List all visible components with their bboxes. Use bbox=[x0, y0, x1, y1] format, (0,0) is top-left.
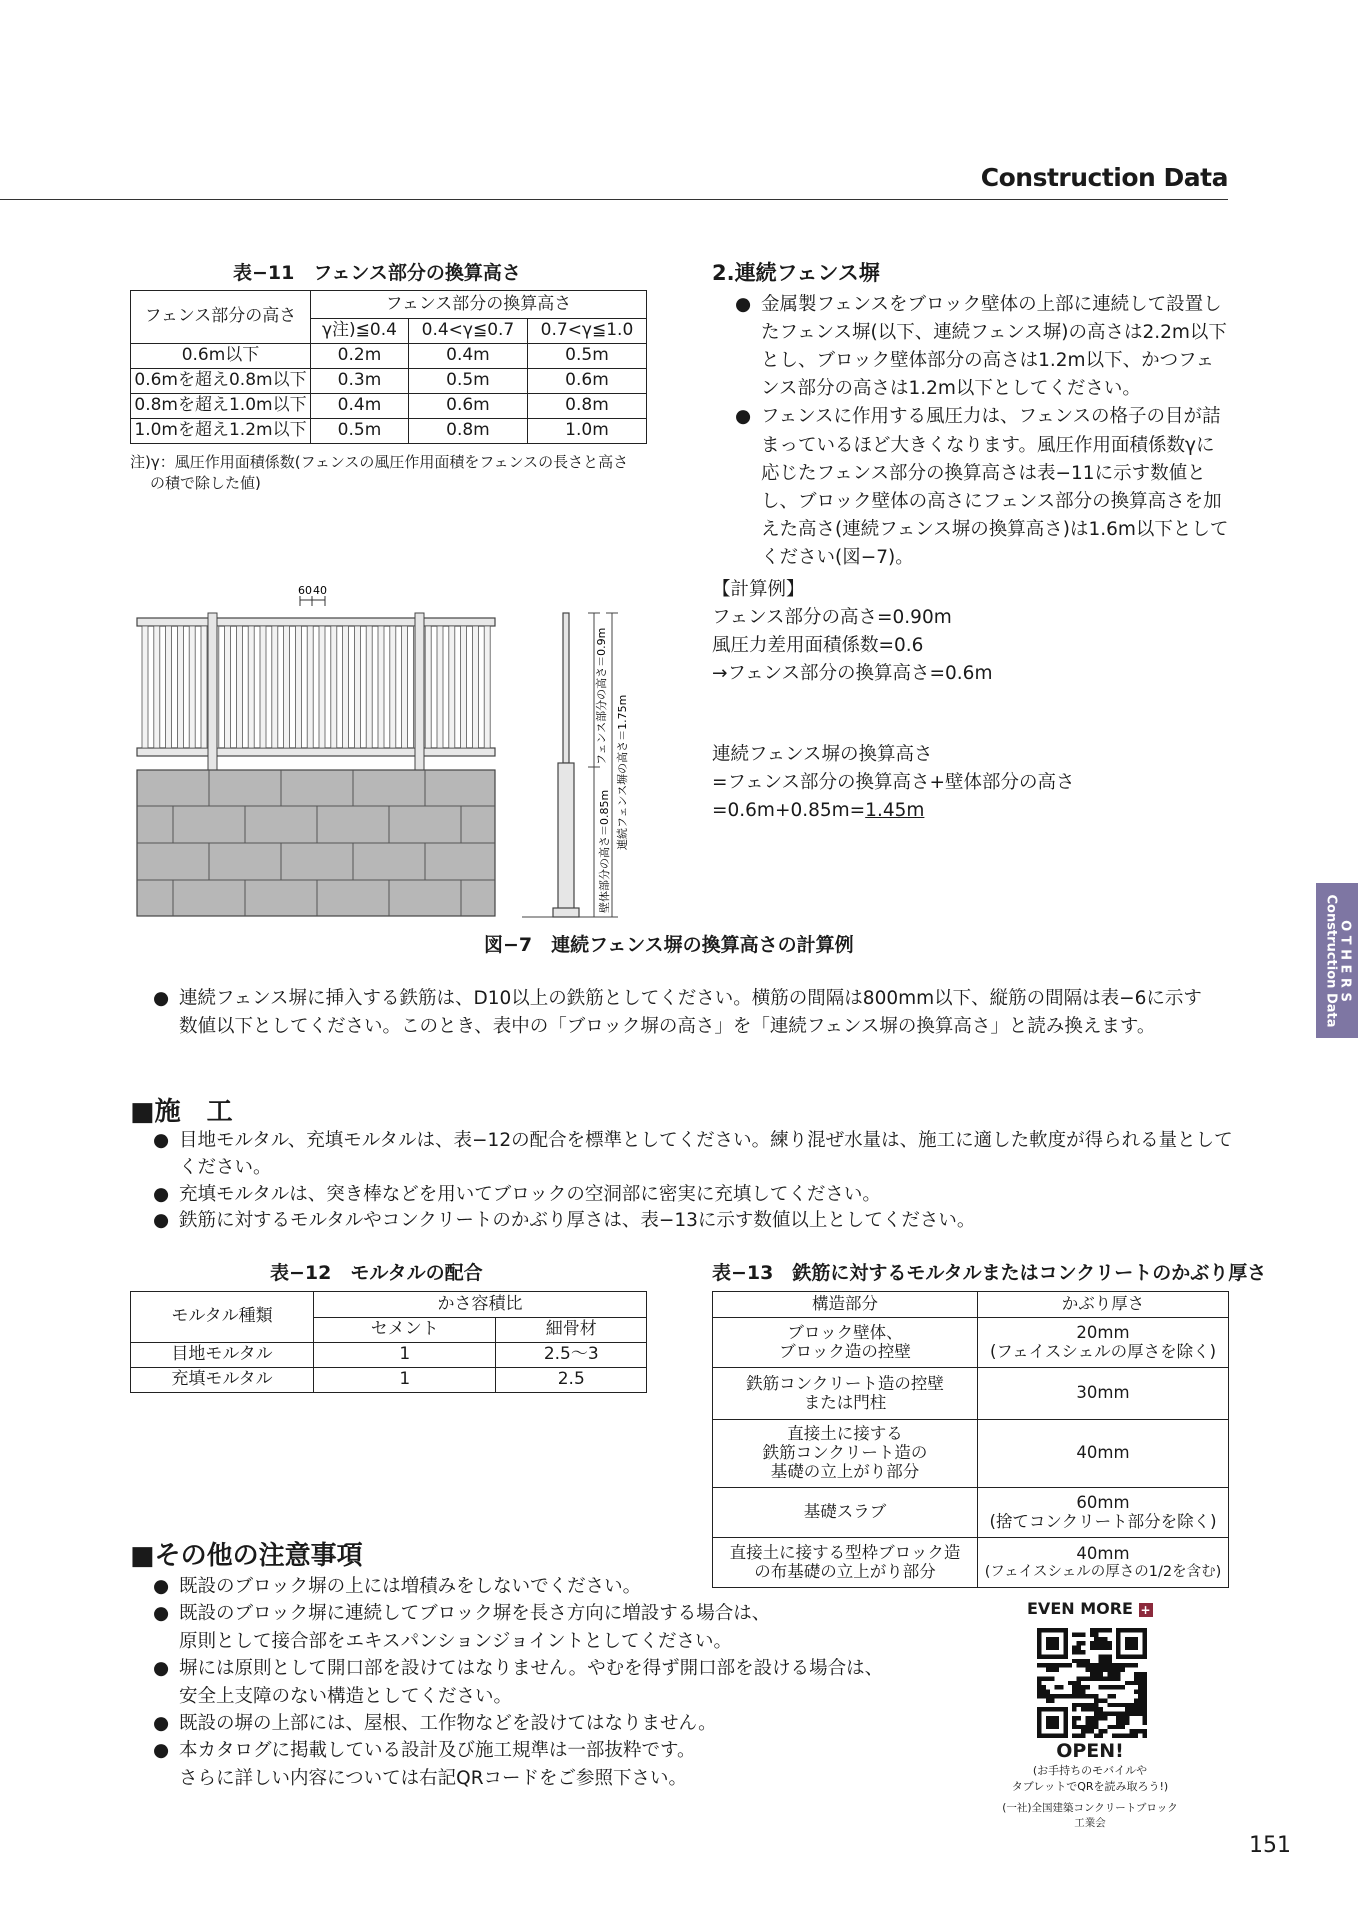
table13-caption: 表−13 鉄筋に対するモルタルまたはコンクリートのかぶり厚さ bbox=[712, 1262, 1267, 1284]
figure7-drawing bbox=[130, 580, 660, 925]
fig-fence-height-label: フェンス部分の高さ＝0.9m bbox=[595, 627, 608, 765]
calc-line: =フェンス部分の換算高さ+壁体部分の高さ bbox=[712, 772, 1075, 794]
table-cell: 40mm (フェイスシェルの厚さの1/2を含む) bbox=[978, 1538, 1229, 1588]
table-cell: 0.8m bbox=[408, 419, 527, 444]
fence-picket bbox=[307, 626, 313, 748]
table-cell: 直接土に接する 鉄筋コンクリート造の 基礎の立上がり部分 bbox=[713, 1420, 978, 1488]
table11-sub-header: 0.7<γ≦1.0 bbox=[527, 319, 646, 344]
rebar-note bbox=[153, 985, 1238, 1041]
fence-picket bbox=[343, 626, 349, 748]
fence-picket bbox=[154, 626, 160, 748]
table11-note bbox=[130, 452, 660, 494]
open-label: OPEN! bbox=[1056, 1740, 1124, 1762]
table12-sub-header: 細骨材 bbox=[496, 1318, 647, 1343]
fence-picket bbox=[354, 626, 360, 748]
table-cell: 0.3m bbox=[311, 369, 409, 394]
table-row bbox=[131, 1343, 647, 1368]
table-cell: 0.5m bbox=[311, 419, 409, 444]
side-tab-others[interactable] bbox=[1316, 883, 1358, 1038]
table-cell: 基礎スラブ bbox=[713, 1488, 978, 1538]
fence-picket bbox=[177, 626, 183, 748]
construction-heading: ■ 施 工 bbox=[130, 1091, 233, 1128]
other-heading: ■ その他の注意事項 bbox=[130, 1535, 363, 1572]
other-bullet: ● 塀には原則として開口部を設けてはなりません。やむを得ず開口部を設ける場合は、 bbox=[153, 1655, 993, 1682]
section2-bullet: ● 金属製フェンスをブロック壁体の上部に連続して設置したフェンス塀(以下、連続フェンス塀)の高さは2.2m以下とし、ブロック壁体部分の高さは1.2m以下、かつフェンス部分の高さは1.2m以下としてください。 bbox=[735, 291, 1231, 403]
construction-bullet: ● 鉄筋に対するモルタルやコンクリートのかぶり厚さは、表−13に示す数値以上としてください。 bbox=[153, 1208, 1233, 1235]
fence-picket bbox=[284, 626, 290, 748]
table11-caption: 表−11 フェンス部分の換算高さ bbox=[233, 262, 521, 284]
fence-picket bbox=[449, 626, 455, 748]
fence-picket bbox=[331, 626, 337, 748]
table-row bbox=[131, 394, 647, 419]
table-row bbox=[131, 369, 647, 394]
figure7-caption: 図−7 連続フェンス塀の換算高さの計算例 bbox=[484, 934, 854, 956]
calc-example-2 bbox=[712, 741, 1212, 825]
fence-picket bbox=[390, 626, 396, 748]
table12-col1-header: モルタル種類 bbox=[131, 1292, 314, 1343]
table-row bbox=[713, 1368, 1229, 1420]
fence-front-view bbox=[137, 613, 495, 773]
table-cell: 0.8m bbox=[527, 394, 646, 419]
fig-total-height-label: 連続フェンス塀の高さ＝1.75m bbox=[616, 694, 629, 850]
calc-line: フェンス部分の高さ=0.90m bbox=[712, 607, 952, 629]
block-wall-front-view bbox=[137, 770, 495, 916]
table12 bbox=[130, 1291, 647, 1393]
qr-code-icon[interactable] bbox=[1037, 1628, 1147, 1738]
fence-picket bbox=[166, 626, 172, 748]
section2-bullet: ● フェンスに作用する風圧力は、フェンスの格子の目が詰まっているほど大きくなります。風圧作用面積係数γに応じたフェンス部分の換算高さは表−11に示す数値とし、ブロック壁体の高さにフェンス部分の換算高さを加えた高さ(連続フェンス塀の換算高さ)は1.6m以下としてください(図−7)。 bbox=[735, 403, 1231, 572]
table11-group-header: フェンス部分の換算高さ bbox=[311, 291, 647, 319]
fence-picket bbox=[319, 626, 325, 748]
fig-wall-height-label: 壁体部分の高さ＝0.85m bbox=[598, 789, 611, 913]
fence-picket bbox=[272, 626, 278, 748]
construction-body bbox=[153, 1128, 1233, 1235]
table-row bbox=[713, 1420, 1229, 1488]
table-row bbox=[131, 344, 647, 369]
table-cell: 20mm (フェイスシェルの厚さを除く) bbox=[978, 1318, 1229, 1368]
table-cell: 目地モルタル bbox=[131, 1343, 314, 1368]
table-cell: 30mm bbox=[978, 1368, 1229, 1420]
table-cell: 2.5 bbox=[496, 1368, 647, 1393]
table-cell: 0.4m bbox=[408, 344, 527, 369]
table-cell: 鉄筋コンクリート造の控壁 または門柱 bbox=[713, 1368, 978, 1420]
construction-bullet: ● 目地モルタル、充填モルタルは、表−12の配合を標準としてください。練り混ぜ水量は、施工に適した軟度が得られる量としてください。 bbox=[153, 1128, 1233, 1182]
calc-line: =0.6m+0.85m=1.45m bbox=[712, 800, 925, 822]
fence-picket bbox=[295, 626, 301, 748]
qr-sub: (お手持ちのモバイルや bbox=[1032, 1764, 1148, 1777]
table11-col1-header: フェンス部分の高さ bbox=[131, 291, 311, 344]
table13 bbox=[712, 1291, 1229, 1588]
table-cell: 1 bbox=[314, 1343, 496, 1368]
qr-sub: タブレットでQRを読み取ろう!) bbox=[1011, 1780, 1169, 1793]
fence-picket bbox=[189, 626, 195, 748]
rebar-note-line: ● 連続フェンス塀に挿入する鉄筋は、D10以上の鉄筋としてください。横筋の間隔は800mm以下、縦筋の間隔は表−6に示す bbox=[153, 985, 1238, 1013]
org-label: (一社)全国建築コンクリートブロック工業会 bbox=[1002, 1802, 1178, 1829]
table-cell: 0.6m以下 bbox=[131, 344, 311, 369]
table-cell: 0.6mを超え0.8m以下 bbox=[131, 369, 311, 394]
fence-picket bbox=[425, 626, 431, 748]
fence-picket bbox=[142, 626, 148, 748]
fence-picket bbox=[484, 626, 490, 748]
table12-caption: 表−12 モルタルの配合 bbox=[270, 1262, 483, 1284]
table-cell: 0.8mを超え1.0m以下 bbox=[131, 394, 311, 419]
table13-header: かぶり厚さ bbox=[978, 1292, 1229, 1318]
calc-result: 1.45m bbox=[865, 800, 925, 822]
table-cell: 2.5〜3 bbox=[496, 1343, 647, 1368]
page-number: 151 bbox=[1249, 1833, 1291, 1858]
fence-picket bbox=[461, 626, 467, 748]
table-row bbox=[713, 1488, 1229, 1538]
header-divider bbox=[0, 199, 1228, 200]
calc-line: 風圧力差用面積係数=0.6 bbox=[712, 635, 924, 657]
calc-line: →フェンス部分の換算高さ=0.6m bbox=[712, 663, 993, 685]
other-line: 安全上支障のない構造としてください。 bbox=[179, 1685, 513, 1707]
section2-body bbox=[735, 291, 1231, 572]
fig-dim-label: 40 bbox=[313, 584, 327, 597]
fence-picket bbox=[201, 626, 207, 748]
fence-post bbox=[208, 613, 217, 773]
fence-post bbox=[415, 613, 424, 773]
table-cell: 1.0m bbox=[527, 419, 646, 444]
table12-group-header: かさ容積比 bbox=[314, 1292, 647, 1318]
table-cell: 0.5m bbox=[527, 344, 646, 369]
table-cell: 40mm bbox=[978, 1420, 1229, 1488]
table-cell: 0.5m bbox=[408, 369, 527, 394]
calc-title: 【計算例】 bbox=[712, 579, 805, 600]
calc-example bbox=[712, 576, 1212, 688]
table11-sub-header: 0.4<γ≦0.7 bbox=[408, 319, 527, 344]
rebar-note-line: 数値以下としてください。このとき、表中の「ブロック塀の高さ」を「連続フェンス塀の換算高さ」と読み換えます。 bbox=[179, 1016, 1156, 1038]
qr-caption bbox=[1000, 1740, 1180, 1830]
table-cell: 1 bbox=[314, 1368, 496, 1393]
side-tab-line1: O T H E R S bbox=[1337, 919, 1353, 1002]
table-cell: 0.2m bbox=[311, 344, 409, 369]
fence-picket bbox=[225, 626, 231, 748]
table-cell: 0.4m bbox=[311, 394, 409, 419]
table-cell: 充填モルタル bbox=[131, 1368, 314, 1393]
other-line: 原則として接合部をエキスパンションジョイントとしてください。 bbox=[179, 1630, 732, 1652]
table-cell: 直接土に接する型枠ブロック造 の布基礎の立上がり部分 bbox=[713, 1538, 978, 1588]
table-cell: 1.0mを超え1.2m以下 bbox=[131, 419, 311, 444]
other-body bbox=[153, 1573, 993, 1792]
even-more-label: EVEN MORE + bbox=[1027, 1599, 1151, 1618]
section2-title: 2.連続フェンス塀 bbox=[712, 261, 880, 285]
other-bullet: ● 既設のブロック塀の上には増積みをしないでください。 bbox=[153, 1573, 993, 1600]
fence-picket bbox=[366, 626, 372, 748]
other-line: さらに詳しい内容については右記QRコードをご参照下さい。 bbox=[179, 1767, 688, 1789]
fence-picket bbox=[378, 626, 384, 748]
calc-line: 連続フェンス塀の換算高さ bbox=[712, 744, 933, 765]
side-tab-line2: Construction Data bbox=[1323, 894, 1338, 1027]
table11 bbox=[130, 290, 647, 444]
table-row bbox=[713, 1318, 1229, 1368]
note-line: 注)γ：風圧作用面積係数(フェンスの風圧作用面積をフェンスの長さと高さ bbox=[130, 453, 629, 471]
other-bullet: ● 既設の塀の上部には、屋根、工作物などを設けてはなりません。 bbox=[153, 1710, 993, 1737]
fig-dim-label: 60 bbox=[298, 584, 312, 597]
other-bullet: ● 本カタログに掲載している設計及び施工規準は一部抜粋です。 bbox=[153, 1737, 993, 1764]
fence-picket bbox=[236, 626, 242, 748]
table-cell: 0.6m bbox=[408, 394, 527, 419]
note-line: の積で除した値) bbox=[150, 474, 261, 492]
fence-picket bbox=[402, 626, 408, 748]
fence-picket bbox=[260, 626, 266, 748]
table-cell: 60mm (捨てコンクリート部分を除く) bbox=[978, 1488, 1229, 1538]
table-row bbox=[131, 1368, 647, 1393]
other-bullet: ● 既設のブロック塀に連続してブロック塀を長さ方向に増設する場合は、 bbox=[153, 1600, 993, 1627]
fence-picket bbox=[472, 626, 478, 748]
plus-icon: + bbox=[1140, 1602, 1151, 1617]
table13-header: 構造部分 bbox=[713, 1292, 978, 1318]
table-cell: 0.6m bbox=[527, 369, 646, 394]
construction-bullet: ● 充填モルタルは、突き棒などを用いてブロックの空洞部に密実に充填してください。 bbox=[153, 1182, 1233, 1209]
table-row bbox=[131, 419, 647, 444]
table-cell: ブロック壁体、 ブロック造の控壁 bbox=[713, 1318, 978, 1368]
fence-picket bbox=[248, 626, 254, 748]
table12-sub-header: セメント bbox=[314, 1318, 496, 1343]
table11-sub-header: γ注)≦0.4 bbox=[311, 319, 409, 344]
header-title: Construction Data bbox=[980, 163, 1228, 192]
fence-picket bbox=[437, 626, 443, 748]
